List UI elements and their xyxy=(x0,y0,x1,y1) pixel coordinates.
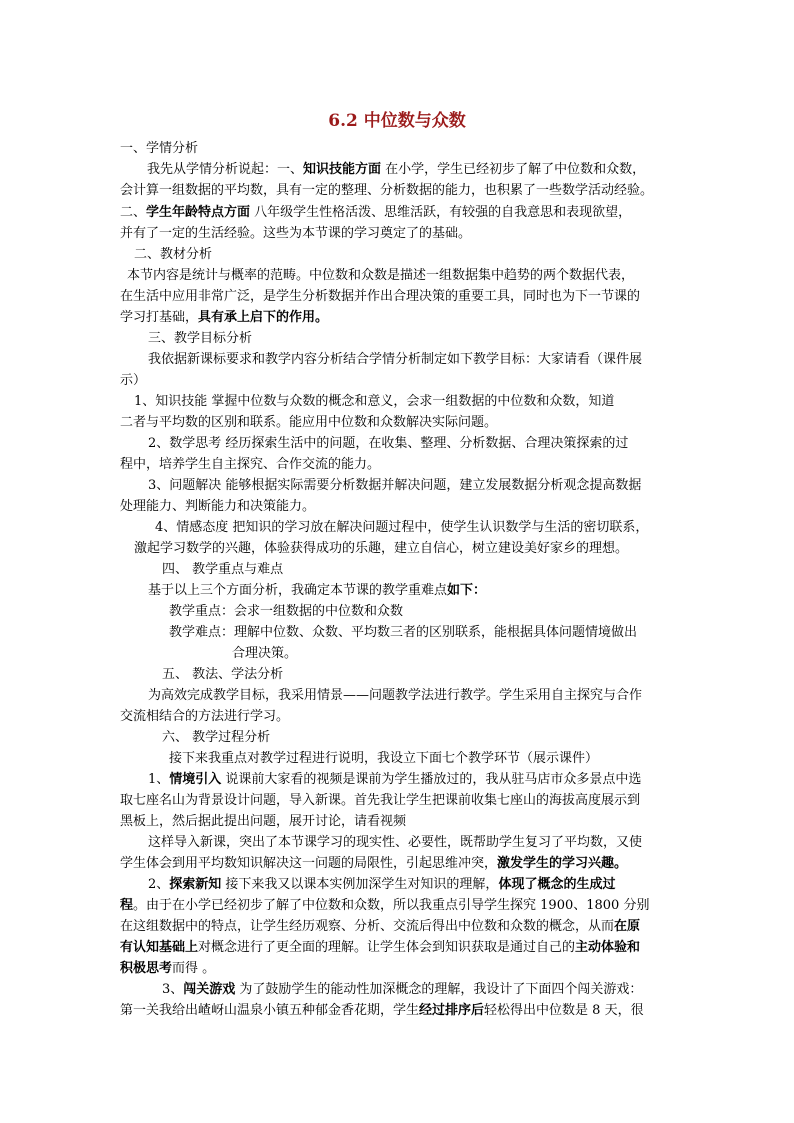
bold-text: 经过排序后 xyxy=(419,1003,485,1018)
paragraph-line: 黑板上，然后据此提出问题，展开讨论，请看视频 xyxy=(120,814,407,829)
section-heading-5: 五、 教法、学法分析 xyxy=(162,667,284,682)
text-run: 学习打基础， xyxy=(120,310,199,325)
paragraph-line: 程中，培养学生自主探究、合作交流的能力。 xyxy=(120,457,381,472)
bold-text: 探索新知 xyxy=(169,877,222,892)
text-run: 第一关我给出嵖岈山温泉小镇五种郁金香花期，学生 xyxy=(120,1003,420,1018)
section-heading-3: 三、教学目标分析 xyxy=(148,331,253,346)
paragraph-line xyxy=(162,982,642,998)
paragraph-line: 合理决策。 xyxy=(232,646,298,661)
paragraph-line: 这样导入新课，突出了本节课学习的现实性、必要性，既帮助学生复习了平均数，又使 xyxy=(148,835,643,850)
section-heading-1: 一、学情分析 xyxy=(120,141,199,156)
paragraph-line: 处理能力、判断能力和决策能力。 xyxy=(120,499,316,514)
paragraph-line xyxy=(120,940,640,956)
text-run: 说课前大家看的视频是课前为学生播放过的，我从驻马店市众多景点中选 xyxy=(221,772,642,787)
text-run: 八年级学生性格活泼、思维活跃，有较强的自我意思和表现欲望， xyxy=(250,205,632,220)
paragraph-line: 示） xyxy=(120,373,147,388)
paragraph-line: 4、情感态度 把知识的学习放在解决问题过程中，使学生认识数学与生活的密切联系， xyxy=(155,520,649,535)
paragraph-line xyxy=(120,856,627,872)
paragraph-line: 取七座名山为背景设计问题，导入新课。首先我让学生把课前收集七座山的海拔高度展示到 xyxy=(120,793,641,808)
bold-text: 有认知基础上 xyxy=(120,940,199,955)
text-run: 对概念进行了更全面的理解。让学生体会到知识获取是通过自己的 xyxy=(198,940,576,955)
paragraph-line: 二者与平均数的区别和联系。能应用中位数和众数解决实际问题。 xyxy=(120,415,498,430)
text-run: 而得 。 xyxy=(172,961,216,976)
text-run: 3、 xyxy=(162,982,184,997)
text-run: 2、 xyxy=(148,877,170,892)
text-run: 在这组数据中的特点，让学生经历观察、分析、交流后得出中位数和众数的概念，从而 xyxy=(120,919,615,934)
paragraph-line xyxy=(148,583,486,599)
paragraph-line xyxy=(120,1003,644,1019)
paragraph-line xyxy=(120,205,631,221)
paragraph-line: 激起学习数学的兴趣，体验获得成功的乐趣，建立自信心，树立建设美好家乡的理想。 xyxy=(134,541,629,556)
bold-text: 激发学生的学习兴趣。 xyxy=(497,856,628,871)
paragraph-line: 并有了一定的生活经验。这些为本节课的学习奠定了的基础。 xyxy=(120,226,472,241)
bold-text: 具有承上启下的作用。 xyxy=(198,310,329,325)
paragraph-line: 教学难点：理解中位数、众数、平均数三者的区别联系，能根据具体问题情境做出 xyxy=(169,625,638,640)
bold-text: 体现了概念的生成过 xyxy=(498,877,616,892)
paragraph-line: 接下来我重点对教学过程进行说明，我设立下面七个教学环节（展示课件） xyxy=(169,751,599,766)
text-run: 为了鼓励学生的能动性加深概念的理解，我设计了下面四个闯关游戏： xyxy=(235,982,643,997)
paragraph-line xyxy=(148,877,615,893)
bold-text: 学生年龄特点方面 xyxy=(146,205,251,220)
paragraph-line: 我依据新课标要求和教学内容分析结合学情分析制定如下教学目标：大家请看（课件展 xyxy=(148,352,643,367)
paragraph-line: 会计算一组数据的平均数，具有一定的整理、分析数据的能力，也积累了一些数学活动经验。 xyxy=(120,183,654,198)
text-run: 。由于在小学已经初步了解了中位数和众数，所以我重点引导学生探究 1900、1800 分别 xyxy=(133,898,650,913)
text-run: 在小学，学生已经初步了解了中位数和众数， xyxy=(381,162,646,177)
paragraph-line: 交流相结合的方法进行学习。 xyxy=(120,709,290,724)
section-heading-4: 四、 教学重点与难点 xyxy=(162,562,284,577)
paragraph-line: 3、问题解决 能够根据实际需要分析数据并解决问题，建立发展数据分析观念提高数据 xyxy=(148,478,642,493)
bold-text: 情境引入 xyxy=(169,772,222,787)
paragraph-line xyxy=(120,898,649,914)
text-run: 接下来我又以课本实例加深学生对知识的理解， xyxy=(221,877,499,892)
paragraph-line xyxy=(148,772,641,788)
paragraph-line: 教学重点：会求一组数据的中位数和众数 xyxy=(169,604,404,619)
text-run: 学生体会到用平均数知识解决这一问题的局限性，引起思维冲突， xyxy=(120,856,498,871)
paragraph-line: 为高效完成教学目标，我采用情景——问题教学法进行教学。学生采用自主探究与合作 xyxy=(148,688,643,703)
paragraph-line: 本节内容是统计与概率的范畴。中位数和众数是描述一组数据集中趋势的两个数据代表， xyxy=(127,268,635,283)
bold-text: 程 xyxy=(120,898,134,913)
section-heading-2: 二、教材分析 xyxy=(134,247,213,262)
bold-text: 闯关游戏 xyxy=(183,982,236,997)
bold-text: 积极思考 xyxy=(120,961,173,976)
bold-text: 如下： xyxy=(447,583,487,598)
paragraph-line: 1、知识技能 掌握中位数与众数的概念和意义，会求一组数据的中位数和众数，知道 xyxy=(134,394,615,409)
text-run: 轻松得出中位数是 8 天，很 xyxy=(484,1003,644,1018)
text-run: 1、 xyxy=(148,772,170,787)
section-heading-6: 六、 教学过程分析 xyxy=(162,730,271,745)
paragraph-line xyxy=(147,162,645,178)
bold-text: 知识技能方面 xyxy=(303,162,382,177)
paragraph-line: 2、数学思考 经历探索生活中的问题，在收集、整理、分析数据、合理决策探索的过 xyxy=(148,436,629,451)
paragraph-line xyxy=(120,310,328,326)
paragraph-line xyxy=(120,961,215,977)
paragraph-line: 在生活中应用非常广泛，是学生分析数据并作出合理决策的重要工具，同时也为下一节课的 xyxy=(120,289,641,304)
bold-text: 在原 xyxy=(614,919,641,934)
text-run: 基于以上三个方面分析，我确定本节课的教学重难点 xyxy=(148,583,448,598)
paragraph-line xyxy=(120,919,640,935)
page-title: 6.2 中位数与众数 xyxy=(328,111,466,131)
text-run: 我先从学情分析说起：一、 xyxy=(147,162,304,177)
bold-text: 主动体验和 xyxy=(575,940,641,955)
text-run: 二、 xyxy=(120,205,147,220)
